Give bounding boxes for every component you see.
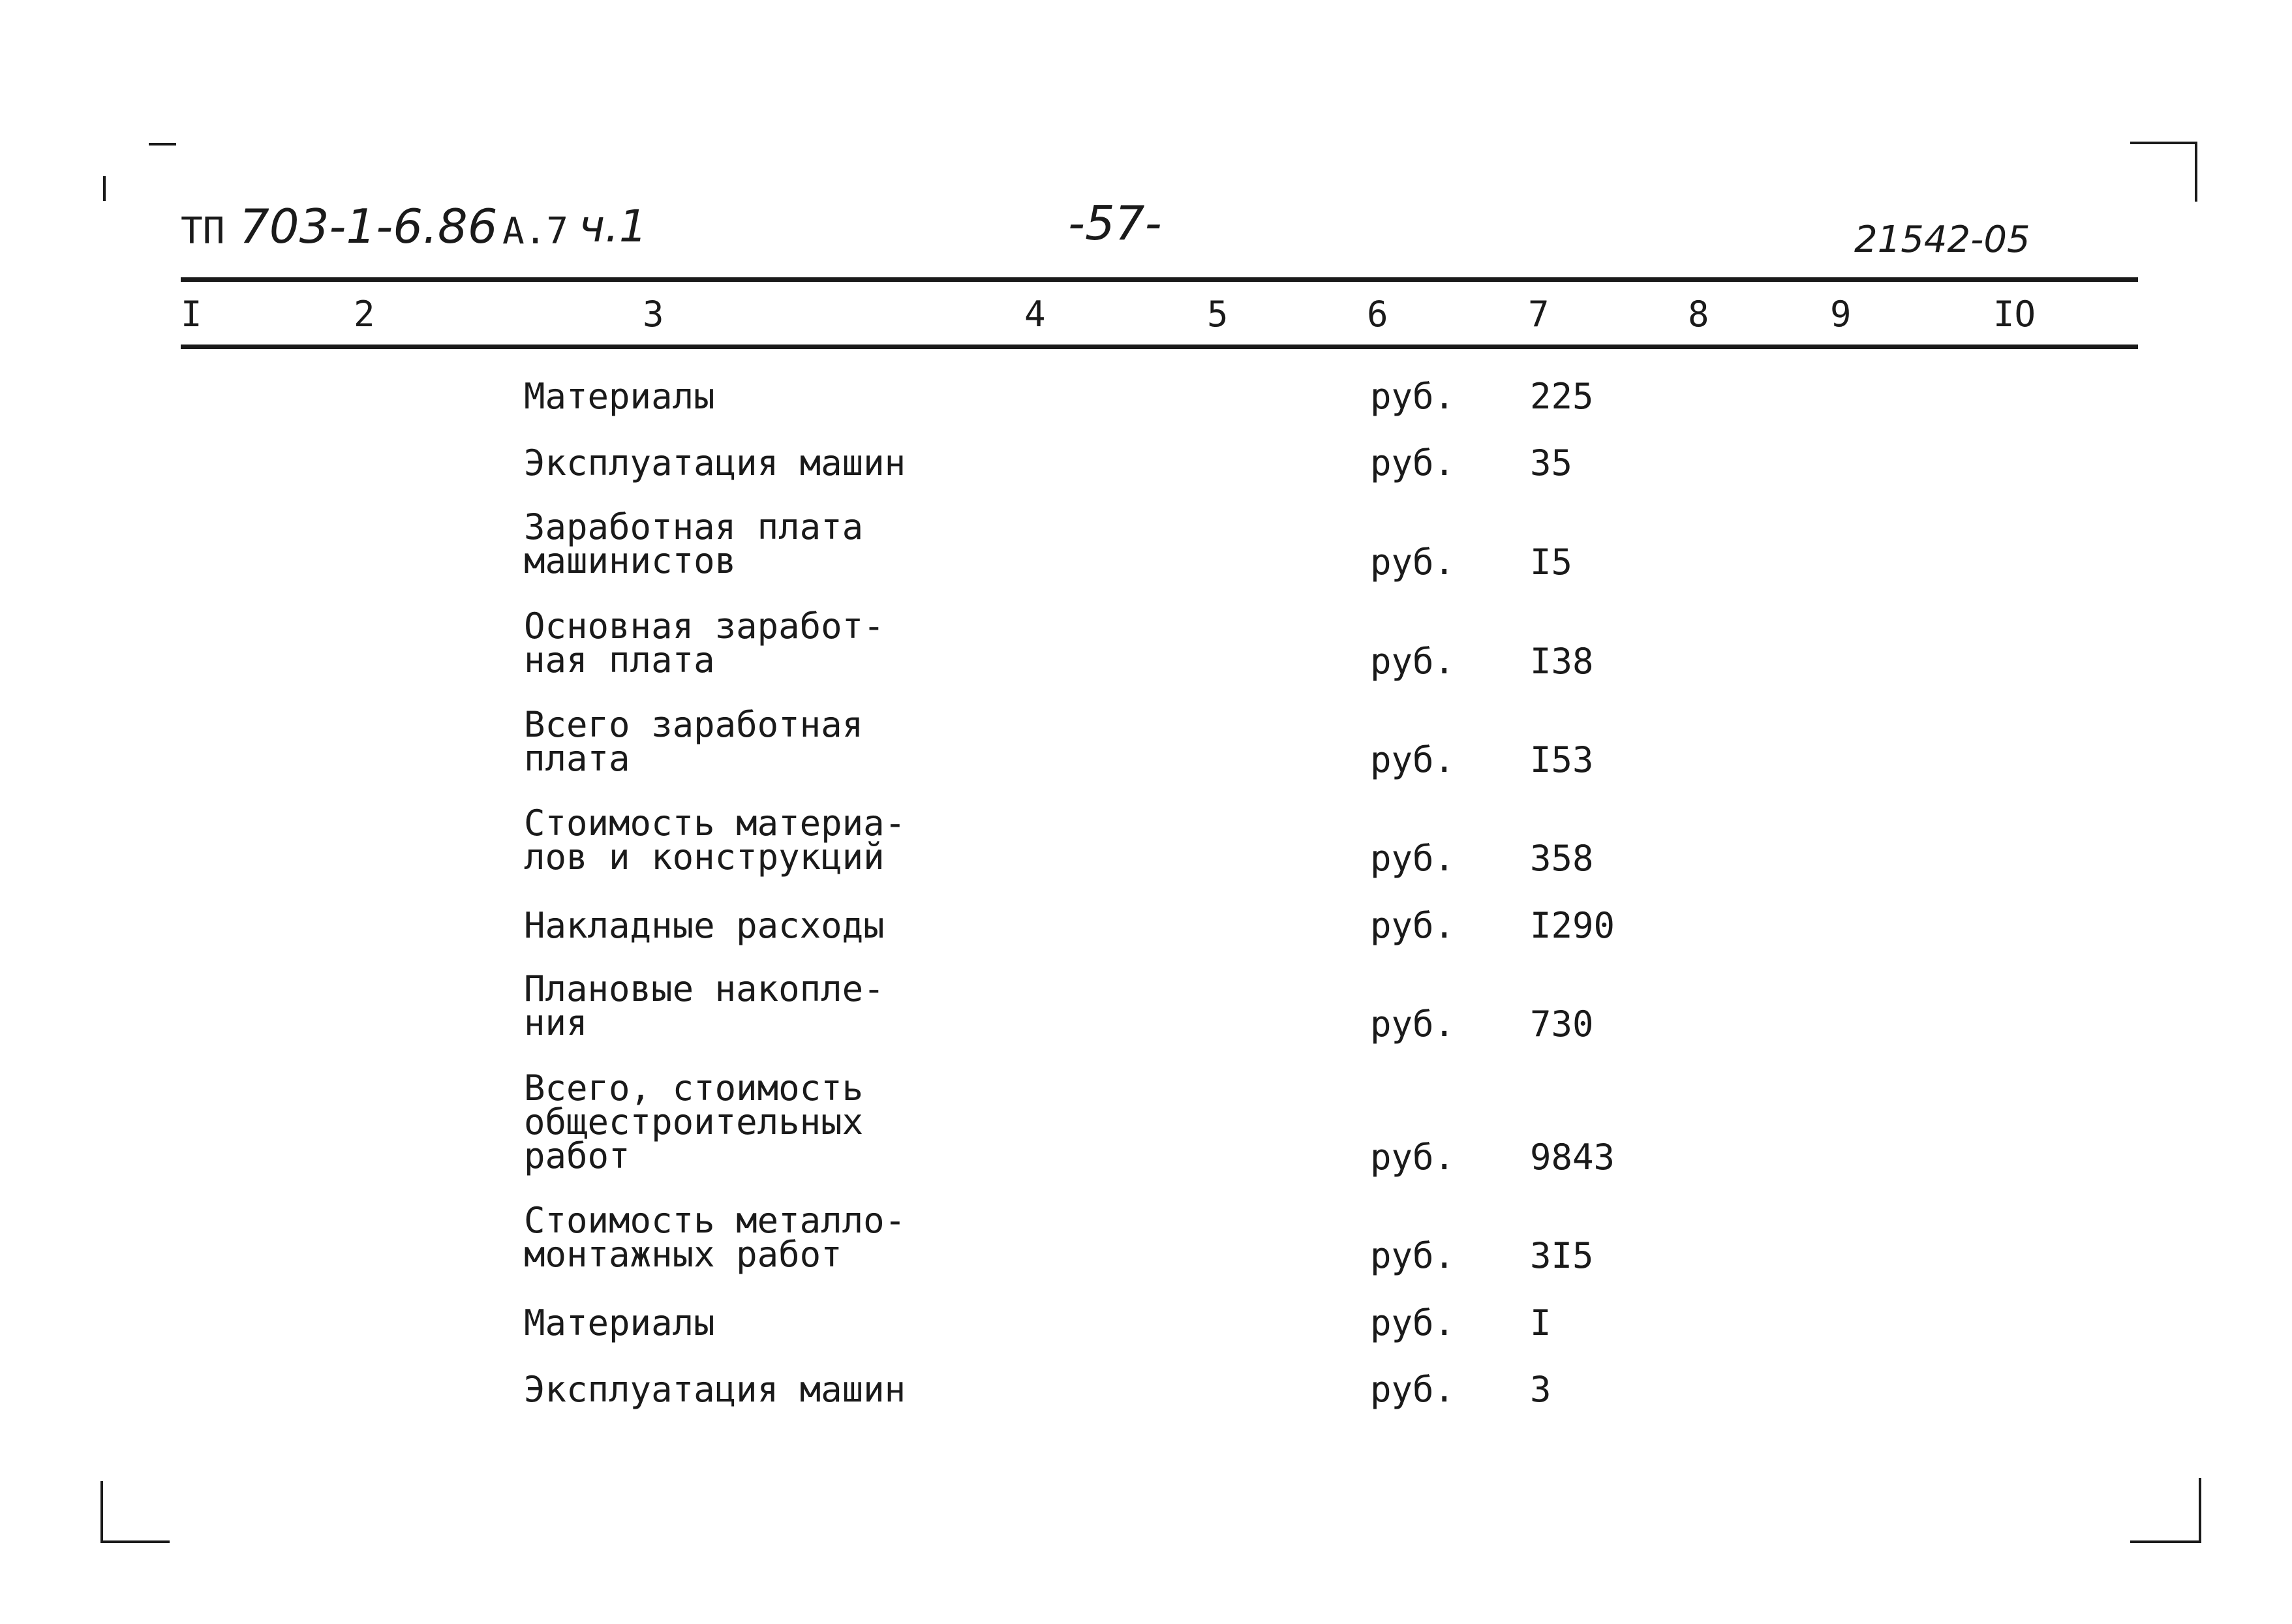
corner-mark-bottom-right-v [2199,1478,2201,1543]
item-name: Основная заработ- ная плата [524,605,885,681]
item-value: 35 [1530,442,1573,483]
item-unit: руб. [1370,905,1456,946]
column-number: 6 [1367,294,1388,335]
tp-number: 703-1-6.86 [239,199,498,254]
table-header-rule [181,345,2138,349]
album-label: А.7 [502,210,569,253]
item-name: Плановые накопле- ния [524,968,885,1043]
item-value: 3I5 [1530,1235,1594,1276]
item-unit: руб. [1370,641,1456,682]
edge-mark-left [103,176,106,201]
item-unit: руб. [1370,542,1456,583]
corner-mark-top-right-h [2130,142,2197,144]
item-unit: руб. [1370,1235,1456,1276]
item-value: I [1530,1302,1551,1343]
column-number: 3 [643,294,664,335]
item-unit: руб. [1370,739,1456,780]
column-number: 9 [1830,294,1852,335]
item-name: Эксплуатация машин [524,442,906,483]
column-number: 8 [1688,294,1709,335]
item-value: I53 [1530,739,1594,780]
item-unit: руб. [1370,442,1456,483]
item-unit: руб. [1370,1137,1456,1178]
item-value: 3 [1530,1369,1551,1410]
tp-prefix: ТП [181,210,225,253]
item-value: 9843 [1530,1137,1615,1178]
part-label: ч.1 [579,201,648,253]
table-top-rule [181,277,2138,282]
item-value: 358 [1530,838,1594,879]
page-number: -57- [1068,196,1162,251]
column-number: 4 [1024,294,1046,335]
item-unit: руб. [1370,1369,1456,1410]
item-name: Стоимость металло- монтажных работ [524,1200,906,1275]
item-name: Всего, стоимость общестроительных работ [524,1067,864,1176]
item-name: Материалы [524,1302,715,1343]
item-name: Накладные расходы [524,905,885,946]
item-name: Эксплуатация машин [524,1369,906,1410]
item-value: I290 [1530,905,1615,946]
item-value: 225 [1530,376,1594,417]
column-number: I [181,294,202,335]
item-name: Материалы [524,376,715,417]
item-value: I5 [1530,542,1573,583]
item-name: Заработная плата машинистов [524,506,864,581]
item-value: 730 [1530,1004,1594,1045]
item-unit: руб. [1370,376,1456,417]
corner-mark-bottom-right-h [2130,1540,2201,1543]
corner-mark-top-right-v [2195,142,2197,202]
item-name: Стоимость материа- лов и конструкций [524,803,906,878]
column-number: 2 [354,294,375,335]
item-unit: руб. [1370,838,1456,879]
item-value: I38 [1530,641,1594,682]
document-header [181,196,2138,274]
item-unit: руб. [1370,1004,1456,1045]
doc-code: 21542-05 [1854,219,2030,261]
corner-mark-bottom-left-h [100,1540,170,1543]
column-number: 5 [1207,294,1229,335]
item-unit: руб. [1370,1302,1456,1343]
corner-mark-top-left [149,143,176,146]
column-number: 7 [1528,294,1550,335]
corner-mark-bottom-left-v [100,1481,103,1543]
column-number: IO [1993,294,2036,335]
item-name: Всего заработная плата [524,704,864,779]
